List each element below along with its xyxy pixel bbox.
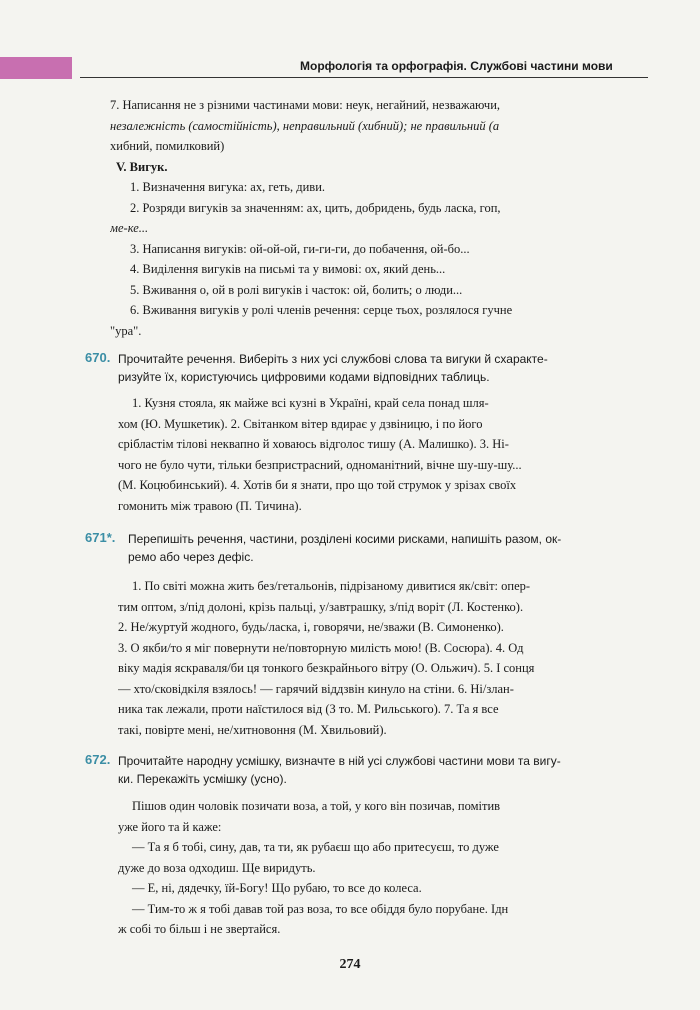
text-line: 2. Не/журтуй жодного, будь/ласка, і, говорячи, не/зважи (В. Симоненко). bbox=[118, 620, 504, 634]
summary-line: 4. Виділення вигуків на письмі та у вимові: ох, який день... bbox=[130, 262, 446, 276]
task-line: ремо або через дефіс. bbox=[128, 550, 254, 564]
exercise-number: 670. bbox=[85, 350, 111, 365]
task-line: ки. Перекажіть усмішку (усно). bbox=[118, 772, 287, 786]
text-line: 1. По світі можна жить без/гетальонів, підрізаному дивитися як/світ: опер- bbox=[132, 579, 531, 593]
summary-block bbox=[110, 95, 645, 341]
summary-line: незалежність (самостійність), неправильний (хибний); не правильний (а bbox=[110, 118, 500, 133]
section-tab bbox=[0, 57, 72, 79]
task-line: Прочитайте речення. Виберіть з них усі службові слова та вигуки й схаракте- bbox=[118, 352, 548, 366]
text-line: (М. Коцюбинський). 4. Хотів би я знати, про що той струмок у зрізах своїх bbox=[118, 478, 517, 492]
task-line: Прочитайте народну усмішку, визначте в ній усі службові частини мови та вигу- bbox=[118, 754, 561, 768]
text-line: — Та я б тобі, сину, дав, та ти, як рубаєш що або притесуєш, то дуже bbox=[132, 840, 499, 854]
summary-line: ме-ке... bbox=[110, 221, 149, 235]
header-rule bbox=[80, 77, 648, 78]
exercise-number: 672. bbox=[85, 752, 111, 767]
summary-line: 5. Вживання о, ой в ролі вигуків і часток: ой, болить; о люди... bbox=[130, 282, 463, 297]
exercise-task bbox=[118, 752, 648, 788]
exercise-text bbox=[118, 393, 648, 516]
text-line: ж собі то більш і не звертайся. bbox=[118, 922, 281, 936]
summary-line: 6. Вживання вигуків у ролі членів речення: серце тьох, розлялося гучне bbox=[130, 303, 513, 317]
text-line: чого не було чути, тільки безпристрасний, одноманітний, вічне шу-шу-шу... bbox=[118, 457, 522, 472]
exercise-number: 671*. bbox=[85, 530, 116, 545]
text-line: такі, повірте мені, не/хитновоння (М. Хвильовий). bbox=[118, 722, 387, 737]
text-line: дуже до воза одходиш. Ще виридуть. bbox=[118, 860, 316, 875]
text-line: Пішов один чоловік позичати воза, а той, у кого він позичав, помітив bbox=[132, 799, 501, 813]
text-line: 1. Кузня стояла, як майже всі кузні в Україні, край села понад шля- bbox=[132, 396, 489, 410]
task-line: ризуйте їх, користуючись цифровими кодами відповідних таблиць. bbox=[118, 370, 490, 384]
summary-line: 2. Розряди вигуків за значенням: ах, цить, добридень, будь ласка, гоп, bbox=[130, 200, 501, 215]
text-line: хом (Ю. Мушкетик). 2. Світанком вітер вдирає у дзвіницю, і по його bbox=[118, 416, 483, 431]
section-title: V. Вигук. bbox=[116, 159, 168, 174]
running-header: Морфологія та орфографія. Службові частини мови bbox=[300, 59, 613, 73]
text-line: гомонить між травою (П. Тичина). bbox=[118, 498, 302, 513]
text-line: — хто/сковідкіля взялось! — гарячий віддзвін кинуло на стіни. 6. Ні/злан- bbox=[118, 681, 514, 696]
text-line: — Е, ні, дядечку, їй-Богу! Що рубаю, то все до колеса. bbox=[132, 881, 422, 895]
summary-line: 1. Визначення вигука: ах, геть, диви. bbox=[130, 180, 326, 194]
text-line: віку мадія яскраваля/би ця тонкого безкрайнього вітру (О. Ольжич). 5. І сонця bbox=[118, 661, 535, 675]
exercise-text bbox=[118, 796, 648, 940]
page-number: 274 bbox=[339, 957, 361, 972]
text-line: 3. О якби/то я міг повернути не/повторную милість мою! (В. Сосюра). 4. Од bbox=[118, 640, 524, 655]
text-line: срібластім тілові неквапно й ховаюсь відголос тишу (А. Малишко). 3. Ні- bbox=[118, 437, 509, 451]
summary-line: хибний, помилковий) bbox=[110, 139, 225, 153]
exercise-task bbox=[118, 350, 648, 386]
task-line: Перепишіть речення, частини, розділені косими рисками, напишіть разом, ок- bbox=[128, 532, 562, 546]
text-line: ника так лежали, проти наїстилося від (З то. М. Рильського). 7. Та я все bbox=[118, 702, 499, 716]
text-line: — Тим-то ж я тобі давав той раз воза, то все обіддя було порубане. Ідн bbox=[132, 901, 509, 916]
summary-line: 3. Написання вигуків: ой-ой-ой, ги-ги-ги, до побачення, ой-бо... bbox=[130, 241, 470, 256]
exercise-text bbox=[118, 576, 648, 740]
exercise-task bbox=[128, 530, 648, 566]
text-line: тим оптом, з/під долоні, крізь пальці, у/завтрашку, з/під воріт (Л. Костенко). bbox=[118, 599, 524, 614]
summary-line: "ура". bbox=[110, 323, 142, 338]
text-line: уже його та й каже: bbox=[118, 819, 222, 834]
summary-line: 7. Написання не з різними частинами мови: неук, негайний, незважаючи, bbox=[110, 98, 501, 112]
